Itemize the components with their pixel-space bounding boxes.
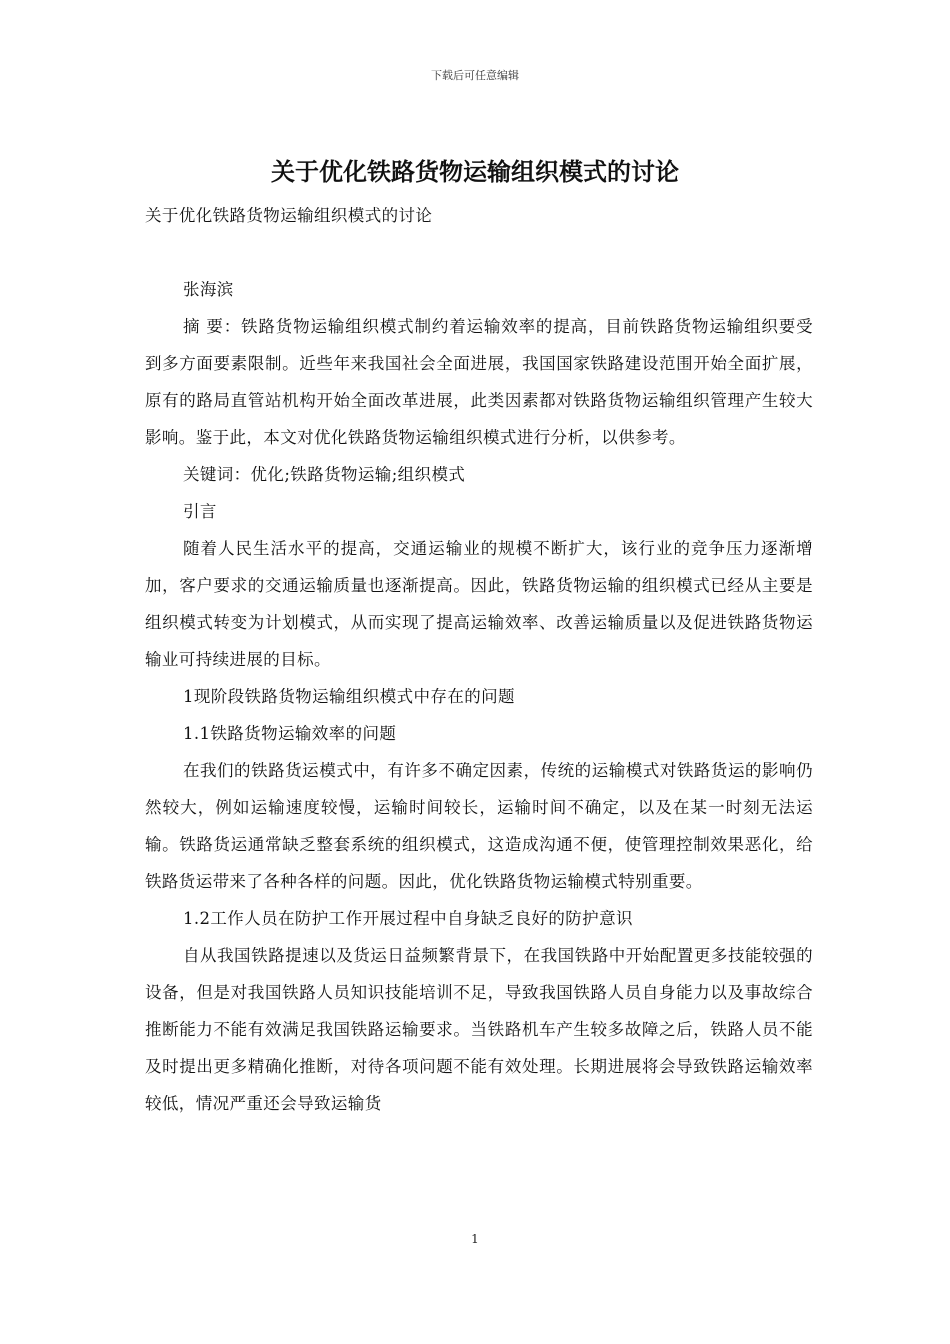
page-number: 1 — [471, 1232, 479, 1246]
section-1-1-paragraph: 在我们的铁路货运模式中，有许多不确定因素，传统的运输模式对铁路货运的影响仍然较大，例如运输速度较慢，运输时间较长，运输时间不确定，以及在某一时刻无法运输。铁路货运通常缺乏整套系统的组织模式，这造成沟通不便，使管理控制效果恶化，给铁路货运带来了各种各样的问题。因此，优化铁路货物运输模式特别重要。 — [145, 761, 813, 891]
keywords-line: 关键词：优化;铁路货物运输;组织模式 — [182, 465, 466, 484]
author: 张海滨 — [182, 280, 234, 299]
section-1-heading: 1现阶段铁路货物运输组织模式中存在的问题 — [182, 687, 515, 706]
blank-line — [145, 234, 813, 271]
subtitle: 关于优化铁路货物运输组织模式的讨论 — [145, 206, 433, 225]
intro-paragraph: 随着人民生活水平的提高，交通运输业的规模不断扩大，该行业的竞争压力逐渐增加，客户要求的交通运输质量也逐渐提高。因此，铁路货物运输的组织模式已经从主要是组织模式转变为计划模式，从而实现了提高运输效率、改善运输质量以及促进铁路货物运输业可持续进展的目标。 — [145, 539, 813, 669]
section-1-2-paragraph: 自从我国铁路提速以及货运日益频繁背景下，在我国铁路中开始配置更多技能较强的设备，但是对我国铁路人员知识技能培训不足，导致我国铁路人员自身能力以及事故综合推断能力不能有效满足我国铁路运输要求。当铁路机车产生较多故障之后，铁路人员不能及时提出更多精确化推断，对待各项问题不能有效处理。长期进展将会导致铁路运输效率较低，情况严重还会导致运输货 — [145, 946, 813, 1113]
header-note: 下载后可任意编辑 — [431, 69, 519, 82]
document-title: 关于优化铁路货物运输组织模式的讨论 — [271, 158, 679, 186]
abstract-paragraph: 摘 要：铁路货物运输组织模式制约着运输效率的提高，目前铁路货物运输组织要受到多方面要素限制。近些年来我国社会全面进展，我国国家铁路建设范围开始全面扩展，原有的路局直管站机构开始全面改革进展，此类因素都对铁路货物运输组织管理产生较大影响。鉴于此，本文对优化铁路货物运输组织模式进行分析，以供参考。 — [145, 317, 813, 447]
intro-heading: 引言 — [182, 502, 217, 521]
section-1-2-heading: 1.2工作人员在防护工作开展过程中自身缺乏良好的防护意识 — [182, 909, 633, 928]
document-body — [145, 197, 813, 1122]
section-1-1-heading: 1.1铁路货物运输效率的问题 — [182, 724, 397, 743]
